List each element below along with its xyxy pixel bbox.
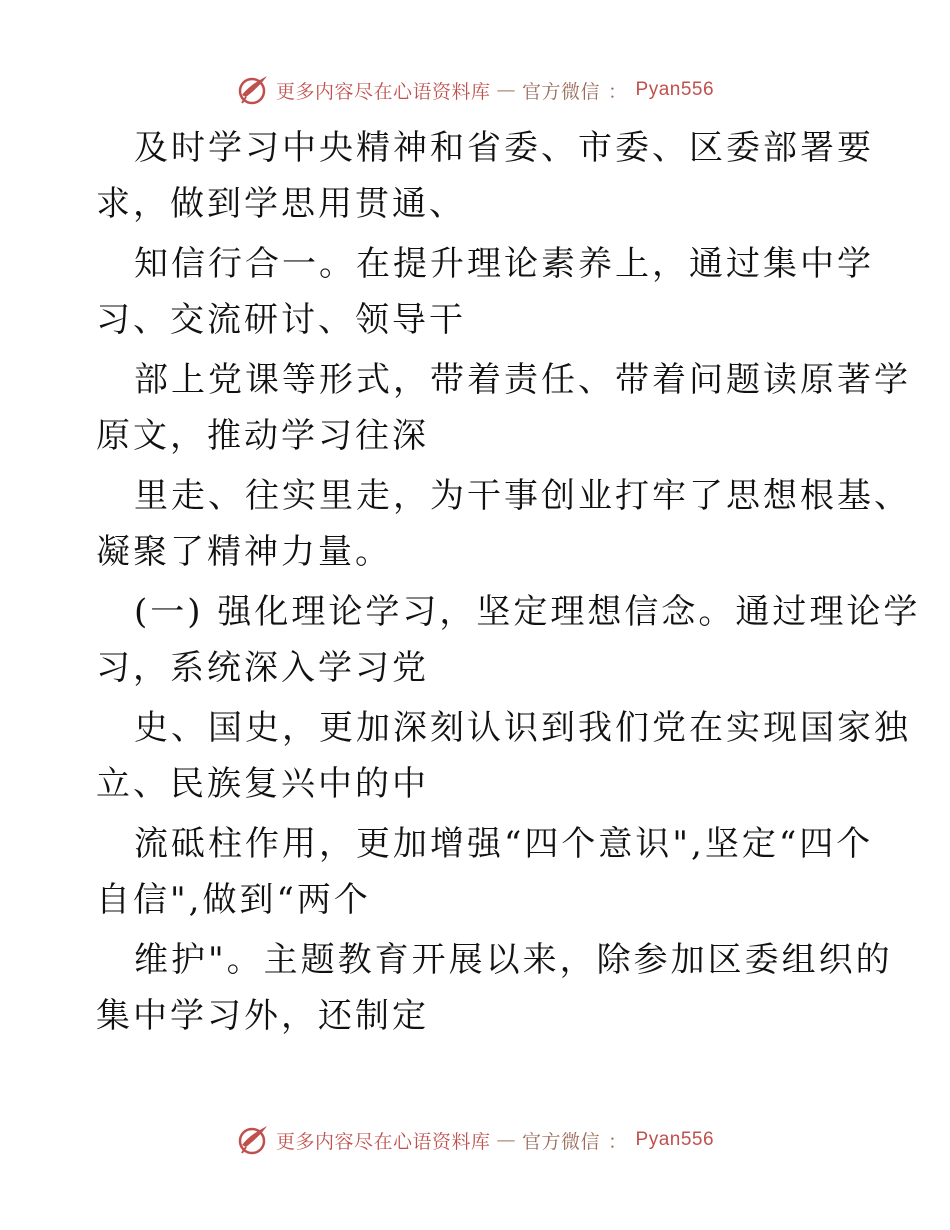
banner-dash: — — [496, 1129, 516, 1151]
body-line: 及时学习中央精神和省委、市委、区委部署要 — [134, 128, 874, 168]
banner-wechat-label: 官方微信 — [521, 1130, 600, 1153]
banner-brand-text: 更多内容尽在心语资料库 — [275, 1130, 491, 1153]
body-line: 部上党课等形式，带着责任、带着问题读原著学 — [134, 360, 911, 400]
banner-dash: — — [496, 79, 516, 101]
body-line: 里走、往实里走，为干事创业打牢了思想根基、 — [134, 476, 911, 516]
body-line: 维护"。主题教育开展以来，除参加区委组织的 — [134, 940, 893, 980]
body-line: 集中学习外，还制定 — [96, 996, 429, 1036]
banner-wechat-label: 官方微信 — [521, 80, 600, 103]
body-line: 流砥柱作用，更加增强“四个意识",坚定“四个 — [134, 824, 874, 864]
body-line: 立、民族复兴中的中 — [96, 764, 429, 804]
body-line: 习，系统深入学习党 — [96, 648, 429, 688]
body-line: 知信行合一。在提升理论素养上，通过集中学 — [134, 244, 874, 284]
banner-account: Pyan556 — [635, 1129, 715, 1150]
header-banner — [0, 70, 950, 110]
feather-pen-circle-icon — [236, 73, 270, 107]
banner-brand-text: 更多内容尽在心语资料库 — [275, 80, 491, 103]
banner-account: Pyan556 — [635, 79, 715, 100]
banner-separator: ： — [608, 80, 628, 103]
body-line: 史、国史，更加深刻认识到我们党在实现国家独 — [134, 708, 911, 748]
body-line: (一) 强化理论学习，坚定理想信念。通过理论学 — [134, 592, 921, 632]
body-line: 求，做到学思用贯通、 — [96, 184, 466, 224]
banner-separator: ： — [608, 1130, 628, 1153]
body-line: 习、交流研讨、领导干 — [96, 300, 466, 340]
feather-pen-circle-icon — [236, 1123, 270, 1157]
body-line: 自信",做到“两个 — [96, 880, 371, 920]
body-line: 原文，推动学习往深 — [96, 416, 429, 456]
body-line: 凝聚了精神力量。 — [96, 532, 392, 572]
footer-banner — [0, 1120, 950, 1160]
